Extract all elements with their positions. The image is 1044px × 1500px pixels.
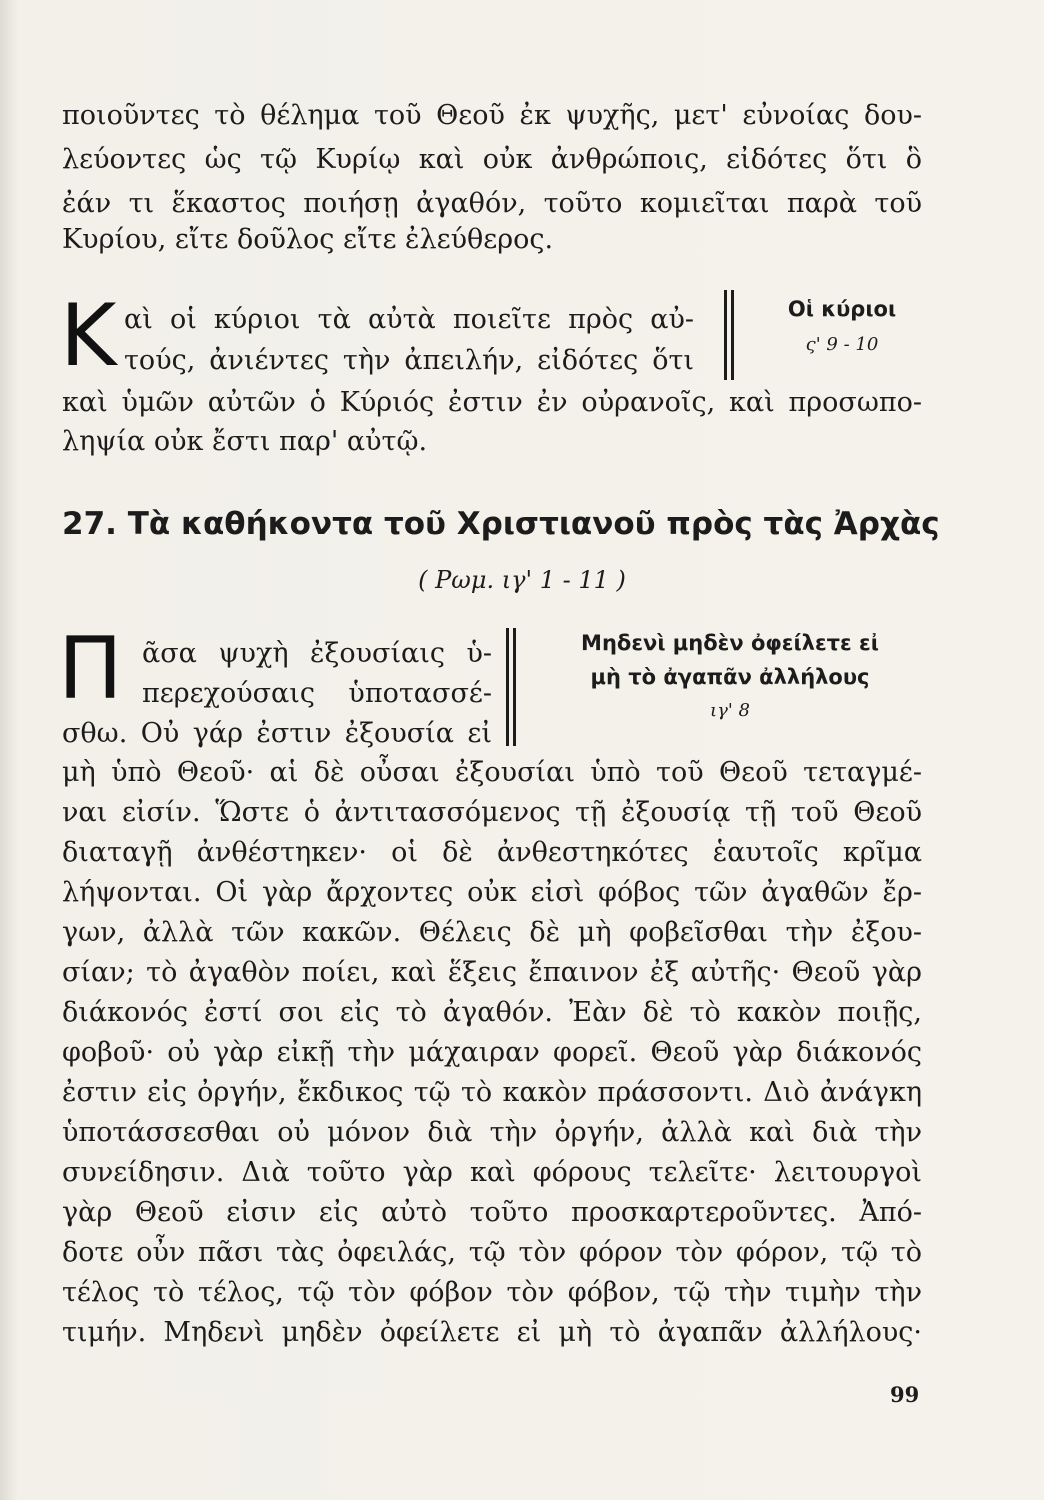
page-number: 99 (890, 1382, 920, 1407)
drop-cap: Π (58, 619, 123, 719)
text-line: τέλος τὸ τέλος, τῷ τὸν φόβον τὸν φόβον, τῷ τὴν τιμὴν τὴν (62, 1277, 922, 1308)
drop-cap: Κ (60, 286, 117, 386)
section-reference: ( Ρωμ. ιγ' 1 - 11 ) (418, 566, 626, 594)
margin-note-title: Μηδενὶ μηδὲν ὀφείλετε εἰ (581, 631, 879, 655)
text-line: ὑποτάσσεσθαι οὐ μόνον διὰ τὴν ὀργήν, ἀλλὰ καὶ διὰ τὴν (62, 1117, 922, 1148)
text-line: συνείδησιν. Διὰ τοῦτο γὰρ καὶ φόρους τελεῖτε· λειτουργοὶ (62, 1157, 922, 1188)
text-line: μὴ ὑπὸ Θεοῦ· αἱ δὲ οὖσαι ἐξουσίαι ὑπὸ τοῦ Θεοῦ τεταγμέ- (62, 757, 922, 788)
margin-note-title: Οἱ κύριοι (787, 297, 897, 321)
text-line: δοτε οὖν πᾶσι τὰς ὀφειλάς, τῷ τὸν φόρον τὸν φόρον, τῷ τὸ (62, 1237, 922, 1268)
text-line: ναι εἰσίν. Ὥστε ὁ ἀντιτασσόμενος τῇ ἐξουσίᾳ τῇ τοῦ Θεοῦ (62, 797, 922, 828)
text-line: Κυρίου, εἴτε δοῦλος εἴτε ἐλεύθερος. (62, 224, 554, 255)
text-line: ἐάν τι ἕκαστος ποιήσῃ ἀγαθόν, τοῦτο κομιεῖται παρὰ τοῦ (62, 188, 922, 219)
text-line: τιμήν. Μηδενὶ μηδὲν ὀφείλετε εἰ μὴ τὸ ἀγαπᾶν ἀλλήλους· (62, 1317, 922, 1348)
text-line: ᾶσα ψυχὴ ἐξουσίαις ὑ- (142, 638, 492, 669)
text-line: λεύοντες ὡς τῷ Κυρίῳ καὶ οὐκ ἀνθρώποις, εἰδότες ὅτι ὃ (62, 144, 922, 175)
text-line: ληψία οὐκ ἔστι παρ' αὐτῷ. (62, 426, 428, 457)
margin-rule (724, 290, 727, 380)
margin-note-ref: ιγ' 8 (710, 700, 750, 721)
text-line: σίαν; τὸ ἀγαθὸν ποίει, καὶ ἕξεις ἔπαινον ἐξ αὐτῆς· Θεοῦ γὰρ (62, 957, 922, 988)
text-line: γων, ἀλλὰ τῶν κακῶν. Θέλεις δὲ μὴ φοβεῖσθαι τὴν ἐξου- (62, 917, 922, 948)
margin-rule (513, 628, 516, 746)
text-line: διαταγῇ ἀνθέστηκεν· οἱ δὲ ἀνθεστηκότες ἑαυτοῖς κρῖμα (62, 837, 922, 868)
text-line: τούς, ἀνιέντες τὴν ἀπειλήν, εἰδότες ὅτι (124, 345, 694, 376)
text-line: διάκονός ἐστί σοι εἰς τὸ ἀγαθόν. Ἐὰν δὲ τὸ κακὸν ποιῇς, (62, 997, 922, 1028)
text-line: ἐστιν εἰς ὀργήν, ἔκδικος τῷ τὸ κακὸν πράσσοντι. Διὸ ἀνάγκη (62, 1077, 922, 1108)
margin-note-title: μὴ τὸ ἀγαπᾶν ἀλλήλους (590, 665, 870, 689)
text-line: λήψονται. Οἱ γὰρ ἄρχοντες οὐκ εἰσὶ φόβος τῶν ἀγαθῶν ἔρ- (62, 877, 922, 908)
margin-rule (506, 628, 509, 746)
text-line: ποιοῦντες τὸ θέλημα τοῦ Θεοῦ ἐκ ψυχῆς, μετ' εὐνοίας δου- (62, 100, 922, 131)
text-line: φοβοῦ· οὐ γὰρ εἰκῇ τὴν μάχαιραν φορεῖ. Θεοῦ γὰρ διάκονός (62, 1037, 922, 1068)
text-line: αὶ οἱ κύριοι τὰ αὐτὰ ποιεῖτε πρὸς αὐ- (124, 304, 694, 335)
text-line: καὶ ὑμῶν αὐτῶν ὁ Κύριός ἐστιν ἐν οὐρανοῖς, καὶ προσωπο- (62, 387, 922, 418)
text-line: σθω. Οὐ γάρ ἐστιν ἐξουσία εἰ (62, 718, 492, 749)
margin-note-ref: ς' 9 - 10 (805, 334, 879, 355)
text-line: περεχούσαις ὑποτασσέ- (142, 678, 492, 709)
section-heading: 27. Τὰ καθήκοντα τοῦ Χριστιανοῦ πρὸς τὰς Ἀρχὰς (62, 506, 940, 542)
text-line: γὰρ Θεοῦ εἰσιν εἰς αὐτὸ τοῦτο προσκαρτεροῦντες. Ἀπό- (62, 1197, 922, 1228)
margin-rule (731, 290, 734, 380)
